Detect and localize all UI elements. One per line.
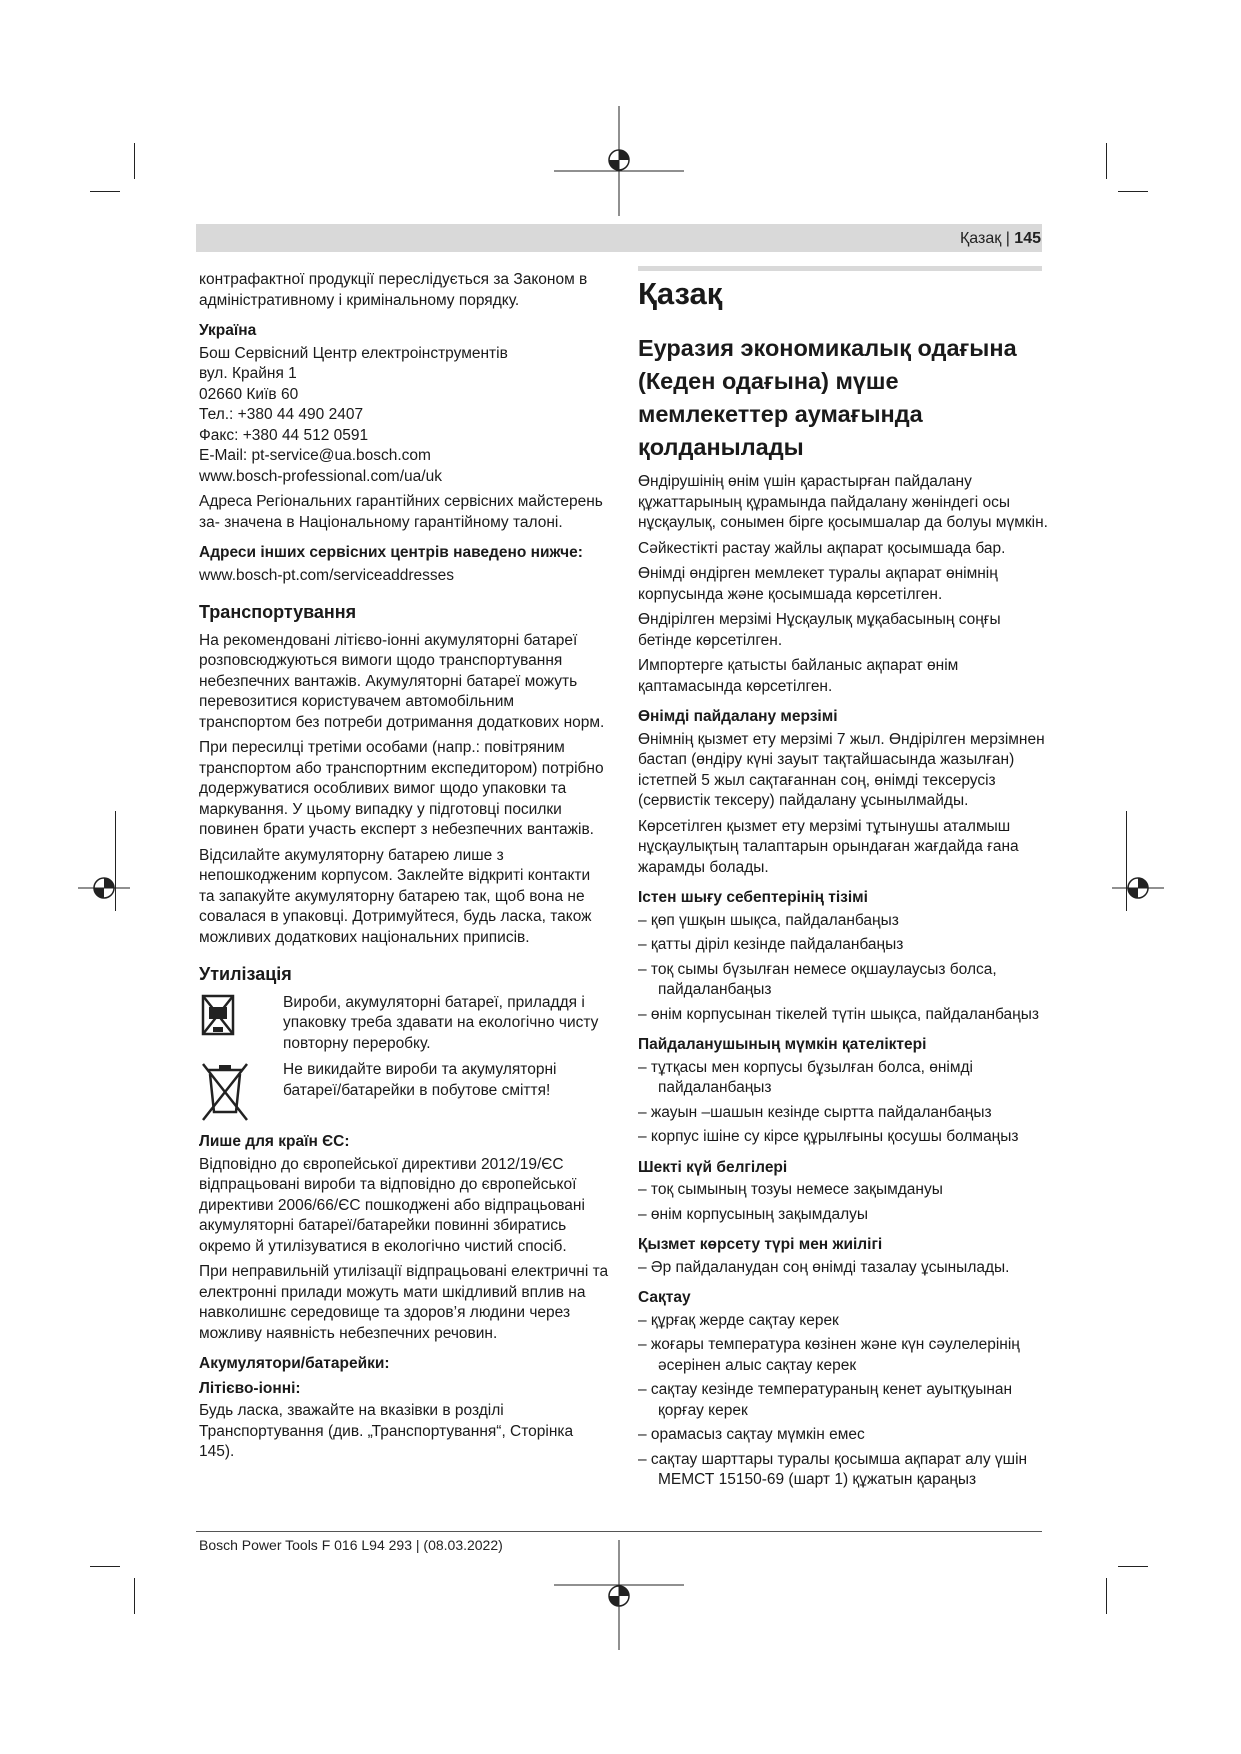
liion-title: Літієво-іонні:: [199, 1379, 301, 1397]
registration-mark-icon: [78, 862, 130, 914]
service-life-title: Өнімді пайдалану мерзімі: [638, 708, 838, 725]
regional-note: Адреса Регіональних гарантійних сервісних майстерень за- значена в Національному гарантійному талоні.: [199, 493, 603, 531]
failure-title: Істен шығу себептерінің тізімі: [638, 889, 868, 906]
storage-title: Сақтау: [638, 1289, 691, 1306]
transport-heading: Транспортування: [199, 602, 357, 622]
intro-paragraph: Импортерге қатысты байланыс ақпарат өнім қаптамасында көрсетілген.: [638, 657, 959, 695]
crop-mark: [1106, 1578, 1107, 1614]
header-section: Қазақ: [959, 230, 1002, 247]
list-item: – орамасыз сақтау мүмкін емес: [638, 1426, 865, 1443]
service-life-paragraph: Өнімнің қызмет ету мерзімі 7 жыл. Өндірілген мерзімнен бастап (өндіру күні зауыт тақтайшасында жазылған) істетпей 5 жыл сақтағаннан соң, өнімді тексерусіз (сервистік тексеру) пайдалану ұсынылмайды.: [638, 730, 1045, 809]
crop-mark: [134, 1578, 135, 1614]
limits-list: [638, 1180, 1050, 1225]
eu-paragraph: При неправильній утилізації відпрацьовані електричні та електронні прилади можуть мати шкідливий вплив на навколишнє середовище та здоров’я людини через можливу наявність небезпечних речовин.: [199, 1263, 609, 1342]
storage-list: [638, 1311, 1050, 1491]
transport-paragraph: На рекомендовані літієво-іонні акумуляторні батареї розповсюджуються вимоги щодо транспортування небезпечних вантажів. Акумуляторні батареї можуть перевозитися користувачем автомобільним транспортом без потреби дотримання додаткових норм.: [199, 631, 605, 731]
ukraine-title: Україна: [199, 322, 257, 339]
registration-mark-icon: [1112, 862, 1164, 914]
fax-line: Факс: +380 44 512 0591: [199, 426, 369, 444]
disposal-bin-row: [199, 1060, 609, 1122]
other-centers-url: www.bosch-pt.com/serviceaddresses: [199, 566, 454, 584]
list-item: – өнім корпусынан тікелей түтін шықса, пайдаланбаңыз: [638, 1005, 1039, 1023]
eu-paragraph: Відповідно до європейської директиви 2012/19/ЄС відпрацьовані вироби та відповідно до європейської директиви 2006/66/ЄС пошкоджені або відпрацьовані акумуляторні батареї/батарейки повинні збиратись окремо й утилізуватися в екологічно чистий спосіб.: [199, 1155, 585, 1255]
main-title: Еуразия экономикалық одағына (Кеден одағына) мүше мемлекеттер аумағында қолданылады: [638, 335, 1017, 460]
address-line: Бош Сервісний Центр електроінструментів: [199, 344, 508, 362]
list-item: – тоқ сымының тозуы немесе зақымдануы: [638, 1181, 943, 1198]
page-number: 145: [1014, 230, 1041, 247]
phone-line: Тел.: +380 44 490 2407: [199, 406, 364, 423]
user-errors-title: Пайдаланушының мүмкін қателіктері: [638, 1036, 927, 1053]
list-item: – тоқ сымы бүзылған немесе оқшаулаусыз болса, пайдаланбаңыз: [638, 960, 997, 998]
intro-paragraph: Өндірілген мерзімі Нұсқаулық мұқабасының соңғы бетінде көрсетілген.: [638, 611, 1001, 649]
language-title: Қазақ: [638, 276, 723, 311]
service-list: [638, 1258, 1050, 1279]
other-centers-title: Адреси інших сервісних центрів наведено нижче:: [199, 544, 583, 561]
page-header: Қазақ | 145: [959, 230, 1041, 247]
list-item: – сақтау шарттары туралы қосымша ақпарат алу үшін МЕМСТ 15150-69 (шарт 1) құжатын қараңыз: [638, 1450, 1028, 1488]
crop-mark: [134, 143, 135, 179]
list-item: – тұтқасы мен корпусы бұзылған болса, өнімді пайдаланбаңыз: [638, 1058, 973, 1096]
crop-mark: [90, 1566, 120, 1567]
header-bar: [196, 224, 1042, 252]
left-column: [199, 270, 609, 1468]
intro-paragraph: Өндірушінің өнім үшін қарастырған пайдалану құжаттарының құрамында пайдалану жөніндегі осы нұсқаулық, сонымен бірге қосымшалар да болуы мүмкін.: [638, 473, 1048, 531]
list-item: – қөп үшқын шықса, пайдаланбаңыз: [638, 911, 899, 929]
recycle-text: Вироби, акумуляторні батареї, приладдя і упаковку треба здавати на екологічно чисту повторну переробку.: [283, 993, 599, 1052]
list-item: – сақтау кезінде температураның кенет ауытқуынан қорғау керек: [638, 1381, 1013, 1419]
service-title: Қызмет көрсету түрі мен жиілігі: [638, 1236, 883, 1253]
list-item: – корпус ішіне су кірсе құрылғыны қосушы болмаңыз: [638, 1128, 1019, 1145]
crop-mark: [90, 191, 120, 192]
crop-mark: [1118, 191, 1148, 192]
footer-rule: [196, 1531, 1042, 1532]
batteries-title: Акумулятори/батарейки:: [199, 1355, 390, 1372]
disposal-recycle-row: [199, 993, 609, 1055]
recycle-disposal-icon: [199, 993, 251, 1039]
failure-list: [638, 911, 1050, 1026]
list-item: – жауын –шашын кезінде сыртта пайдаланбаңыз: [638, 1103, 992, 1121]
eu-title: Лише для країн ЄС:: [199, 1133, 350, 1150]
registration-mark-icon: [554, 106, 684, 216]
list-item: – өнім корпусының зақымдалуы: [638, 1205, 869, 1223]
list-item: – жоғары температура көзінен және күн сәулелерінің әсерінен алыс сақтау керек: [638, 1336, 1020, 1374]
intro-text: контрафактної продукції переслідується за Законом в адміністративному і кримінальному порядку.: [199, 271, 588, 309]
liion-paragraph: Будь ласка, зважайте на вказівки в розділі Транспортування (див. „Транспортування“, Сторінка 145).: [199, 1402, 574, 1460]
user-errors-list: [638, 1058, 1050, 1148]
registration-mark-icon: [554, 1540, 684, 1650]
list-item: – Әр пайдаланудан соң өнімді тазалау ұсынылады.: [638, 1258, 1010, 1276]
transport-paragraph: При пересилці третіми особами (напр.: повітряним транспортом або транспортним експедитором) потрібно додержуватися особливих вимог щодо упаковки та маркування. У цьому випадку у підготовці посилки повинен брати участь експерт з небезпечних вантажів.: [199, 739, 604, 838]
service-life-paragraph: Көрсетілген қызмет ету мерзімі тұтынушы аталмыш нұсқаулықтың талаптарын орындаған жағдайда ғана жарамды болады.: [638, 817, 1019, 876]
limits-title: Шекті күй белгілері: [638, 1158, 788, 1176]
intro-paragraph: Өнімді өндірген мемлекет туралы ақпарат өнімнің корпусында және қосымшада көрсетілген.: [638, 565, 998, 603]
right-column: [638, 268, 1050, 1495]
crop-mark: [1106, 143, 1107, 179]
transport-paragraph: Відсилайте акумуляторну батарею лише з непошкодженим корпусом. Заклейте відкриті контакти та запакуйте акумуляторну батарею так, щоб вона не совалася в упаковці. Дотримуйтеся, будь ласка, також можливих додаткових національних приписів.: [199, 846, 592, 946]
crop-mark: [1118, 1566, 1148, 1567]
address-line: вул. Крайня 1: [199, 365, 297, 382]
list-item: – құрғақ жерде сақтау керек: [638, 1311, 839, 1329]
intro-paragraph: Сәйкестікті растау жайлы ақпарат қосымшада бар.: [638, 539, 1006, 557]
crossed-bin-icon: [199, 1060, 251, 1122]
footer-text: Bosch Power Tools F 016 L94 293 | (08.03.2022): [199, 1537, 503, 1553]
list-item: – қатты діріл кезінде пайдаланбаңыз: [638, 936, 904, 953]
disposal-heading: Утилізація: [199, 964, 292, 984]
address-line: 02660 Київ 60: [199, 385, 299, 403]
email-line: E-Mail: pt-service@ua.bosch.com: [199, 447, 431, 464]
bin-text: Не викидайте вироби та акумуляторні батареї/батарейки в побутове сміття!: [283, 1061, 557, 1099]
website-line: www.bosch-professional.com/ua/uk: [199, 467, 442, 485]
